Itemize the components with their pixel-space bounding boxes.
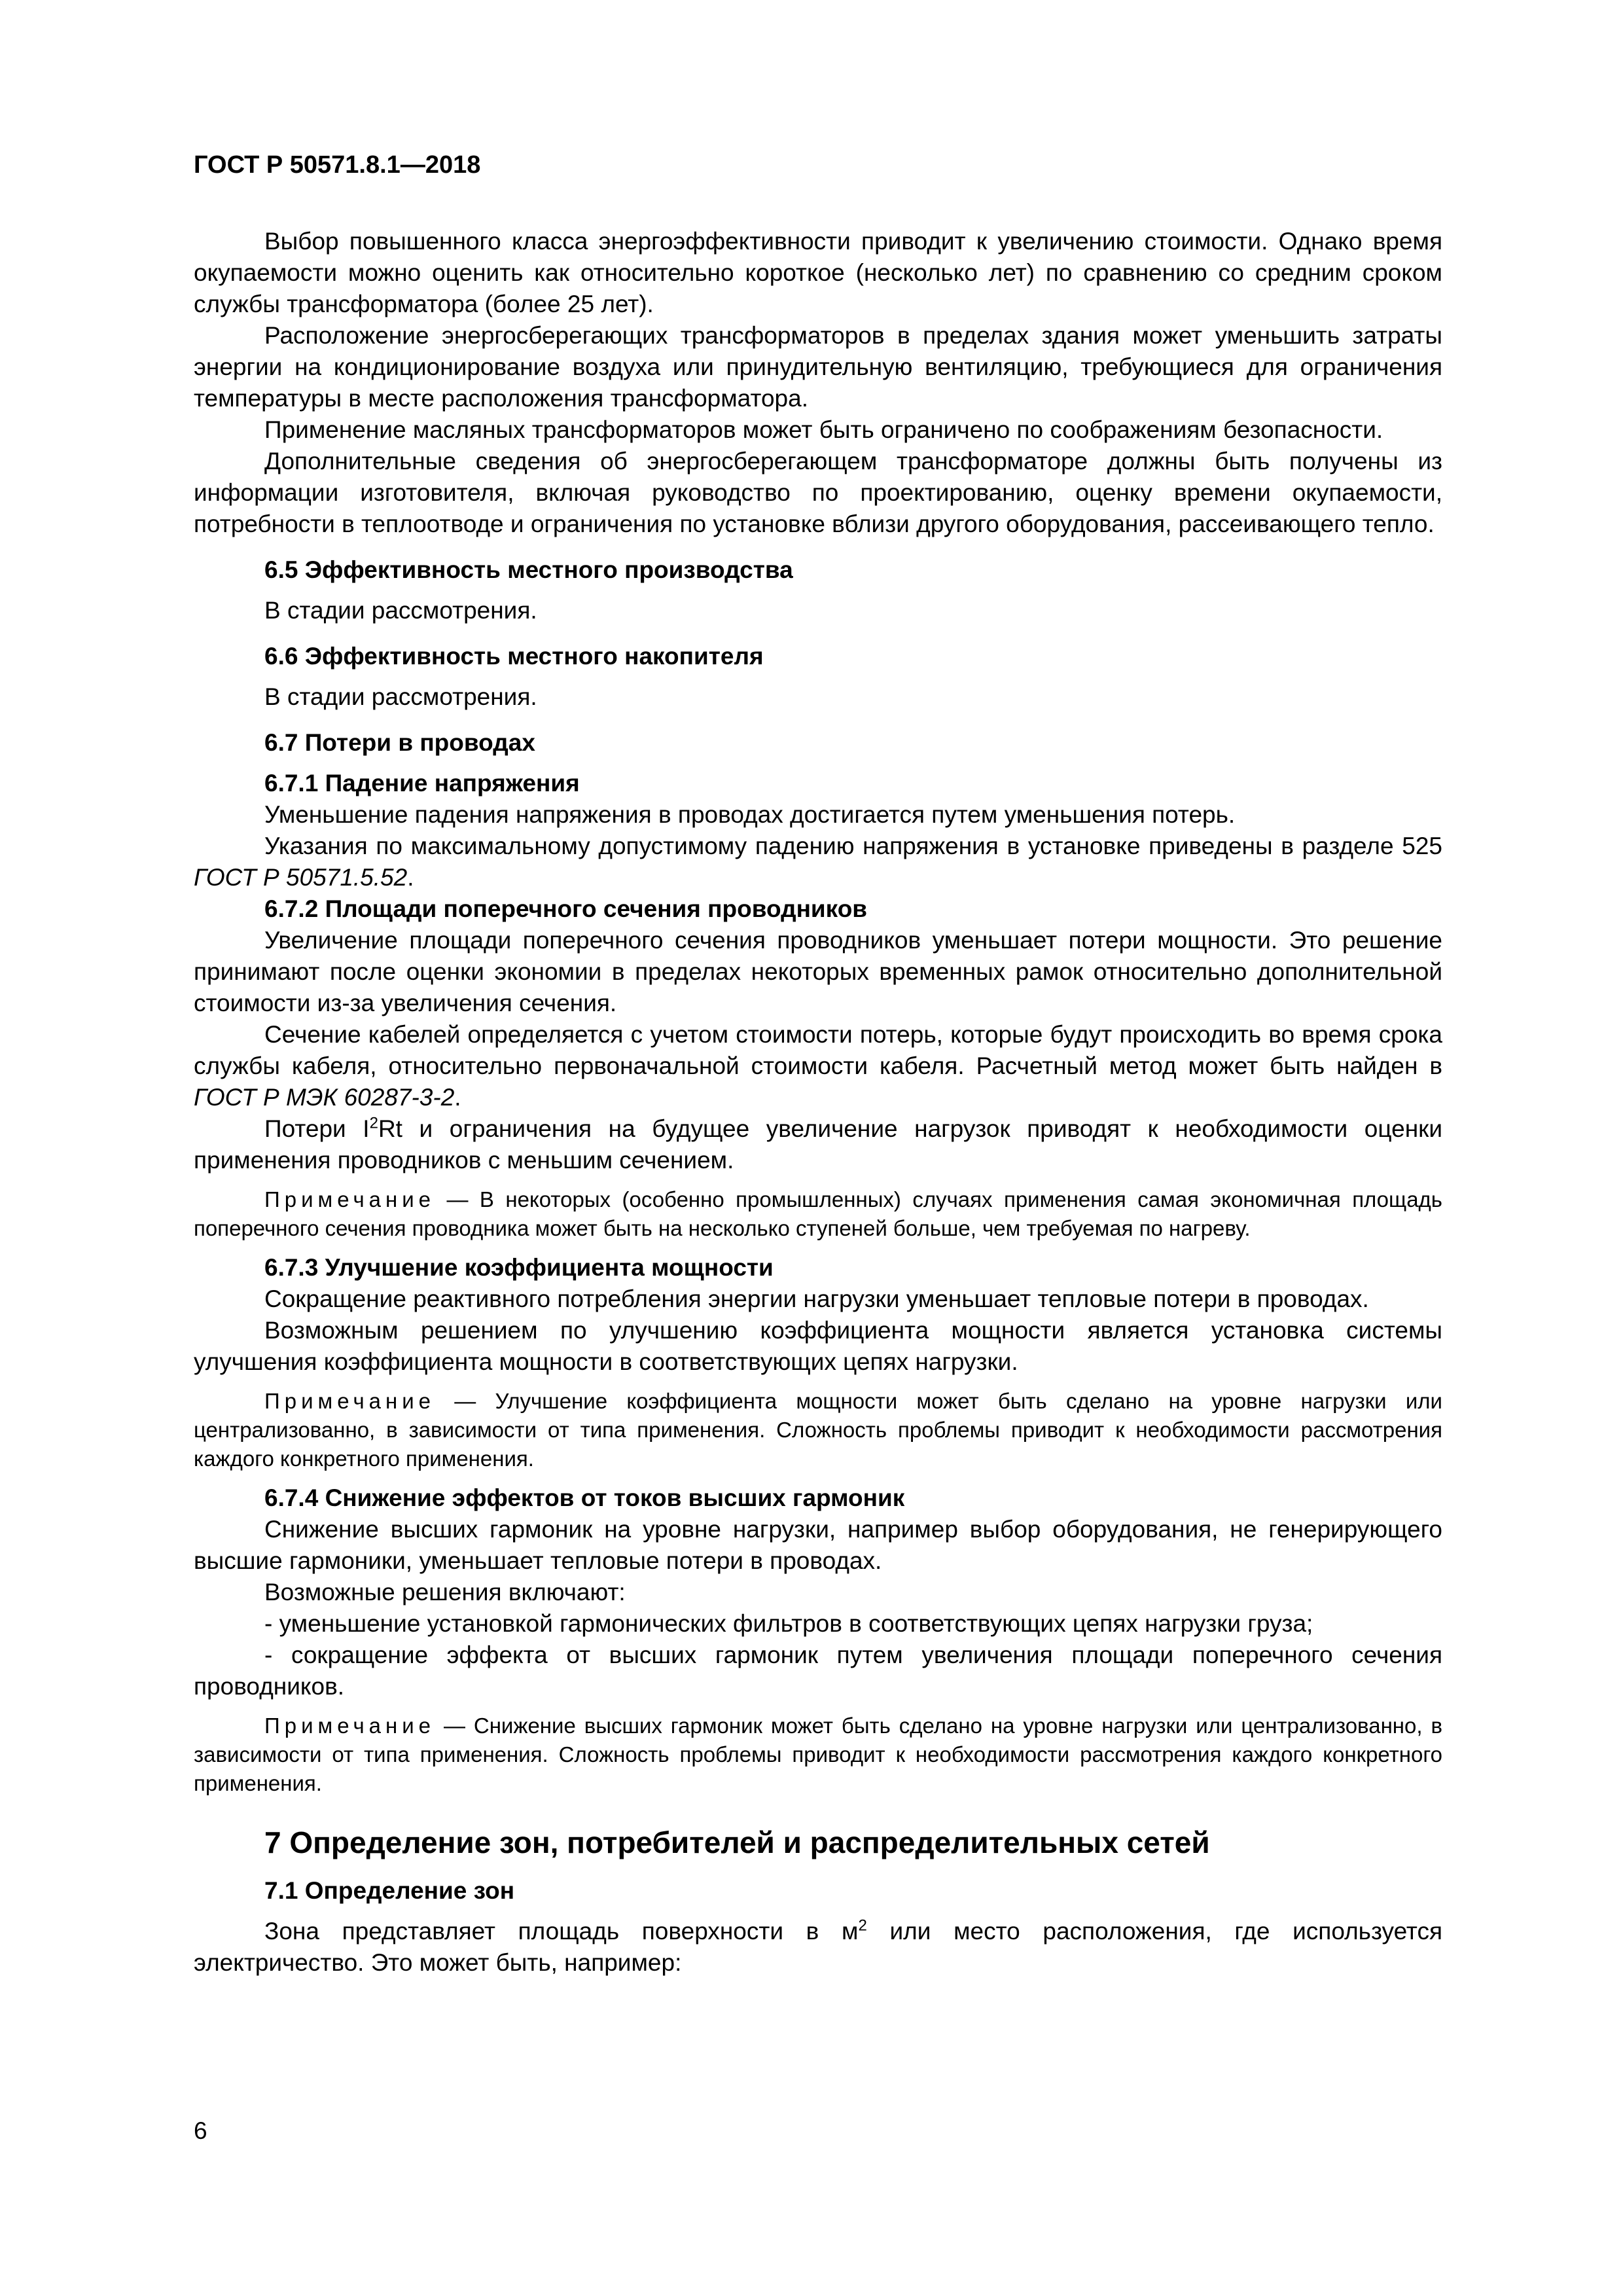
paragraph-text: Зона представляет площадь поверхности в м <box>264 1918 859 1945</box>
paragraph: В стадии рассмотрения. <box>264 683 537 710</box>
document-body <box>194 226 1442 1979</box>
paragraph-end: . <box>407 864 414 891</box>
paragraph-text: Потери I <box>264 1115 370 1142</box>
section-heading-7: 7 Определение зон, потребителей и распределительных сетей <box>264 1825 1210 1859</box>
section-heading-6-6: 6.6 Эффективность местного накопителя <box>264 643 764 670</box>
paragraph <box>194 831 1442 893</box>
note <box>194 1387 1442 1473</box>
standard-reference: ГОСТ Р 50571.5.52 <box>194 864 408 891</box>
paragraph: Расположение энергосберегающих трансформаторов в пределах здания может уменьшить затраты энергии на кондиционирование воздуха или принудительную вентиляцию, требующиеся для ограничения температуры в месте расположения трансформатора. <box>194 322 1442 412</box>
list-item: - уменьшение установкой гармонических фильтров в соответствующих цепях нагрузки груза; <box>264 1610 1313 1637</box>
list-item: - сокращение эффекта от высших гармоник путем увеличения площади поперечного сечения проводников. <box>194 1641 1442 1700</box>
section-heading-6-7: 6.7 Потери в проводах <box>264 729 535 756</box>
note-text: Улучшение коэффициента мощности может быть сделано на уровне нагрузки или централизованно, в зависимости от типа применения. Сложность проблемы приводит к необходимости рассмотрения каждого конкретного применения. <box>194 1389 1442 1471</box>
paragraph-text: Указания по максимальному допустимому падению напряжения в установке приведены в разделе 525 <box>264 833 1442 859</box>
paragraph <box>194 1113 1442 1176</box>
paragraph: Уменьшение падения напряжения в проводах достигается путем уменьшения потерь. <box>264 801 1236 828</box>
paragraph-text: или место расположения, где используется электричество. Это может быть, например: <box>194 1918 1442 1976</box>
paragraph-text: Rt и ограничения на будущее увеличение нагрузок приводят к необходимости оценки применения проводников с меньшим сечением. <box>194 1115 1442 1174</box>
page-number: 6 <box>194 2117 207 2144</box>
section-heading-6-7-4: 6.7.4 Снижение эффектов от токов высших гармоник <box>264 1484 905 1511</box>
section-heading-6-7-3: 6.7.3 Улучшение коэффициента мощности <box>264 1254 774 1281</box>
note-label: Примечание <box>264 1713 436 1738</box>
paragraph: Выбор повышенного класса энергоэффективности приводит к увеличению стоимости. Однако время окупаемости можно оценить как относительно короткое (несколько лет) по сравнению со средним сроком службы трансформатора (более 25 лет). <box>194 228 1442 317</box>
paragraph: Возможным решением по улучшению коэффициента мощности является установка системы улучшения коэффициента мощности в соответствующих цепях нагрузки. <box>194 1317 1442 1375</box>
section-heading-6-7-1: 6.7.1 Падение напряжения <box>264 770 580 797</box>
paragraph: Возможные решения включают: <box>264 1579 626 1605</box>
paragraph <box>194 1019 1442 1113</box>
section-heading-6-7-2: 6.7.2 Площади поперечного сечения проводников <box>264 895 868 922</box>
standard-reference: ГОСТ Р МЭК 60287-3-2 <box>194 1084 455 1111</box>
paragraph: В стадии рассмотрения. <box>264 597 537 624</box>
note-dash: — <box>435 1187 480 1211</box>
paragraph: Применение масляных трансформаторов может быть ограничено по соображениям безопасности. <box>264 416 1383 443</box>
section-heading-7-1: 7.1 Определение зон <box>264 1877 515 1904</box>
superscript: 2 <box>369 1114 378 1132</box>
paragraph: Дополнительные сведения об энергосберегающем трансформаторе должны быть получены из информации изготовителя, включая руководство по проектированию, оценку времени окупаемости, потребности в теплоотводе и ограничения по установке вблизи другого оборудования, рассеивающего тепло. <box>194 448 1442 537</box>
note-label: Примечание <box>264 1187 436 1211</box>
paragraph: Снижение высших гармоник на уровне нагрузки, например выбор оборудования, не генерирующего высшие гармоники, уменьшает тепловые потери в проводах. <box>194 1516 1442 1574</box>
note-text: В некоторых (особенно промышленных) случаях применения самая экономичная площадь поперечного сечения проводника может быть на несколько ступеней больше, чем требуемая по нагреву. <box>194 1187 1442 1240</box>
document-header: ГОСТ Р 50571.8.1—2018 <box>194 151 481 179</box>
note <box>194 1185 1442 1243</box>
paragraph-end: . <box>454 1084 461 1111</box>
note <box>194 1712 1442 1798</box>
section-heading-6-5: 6.5 Эффективность местного производства <box>264 556 793 583</box>
paragraph <box>194 1916 1442 1979</box>
note-dash: — <box>435 1713 474 1738</box>
superscript: 2 <box>858 1916 867 1935</box>
note-text: Снижение высших гармоник может быть сделано на уровне нагрузки или централизованно, в зависимости от типа применения. Сложность проблемы приводит к необходимости рассмотрения каждого конкретного применения. <box>194 1713 1442 1795</box>
note-dash: — <box>435 1389 495 1413</box>
paragraph: Увеличение площади поперечного сечения проводников уменьшает потери мощности. Это решение принимают после оценки экономии в пределах некоторых временных рамок относительно дополнительной стоимости из-за увеличения сечения. <box>194 927 1442 1016</box>
note-label: Примечание <box>264 1389 436 1413</box>
paragraph: Сокращение реактивного потребления энергии нагрузки уменьшает тепловые потери в проводах. <box>264 1285 1369 1312</box>
paragraph-text: Сечение кабелей определяется с учетом стоимости потерь, которые будут происходить во время срока службы кабеля, относительно первоначальной стоимости кабеля. Расчетный метод может быть найден в <box>194 1021 1442 1079</box>
